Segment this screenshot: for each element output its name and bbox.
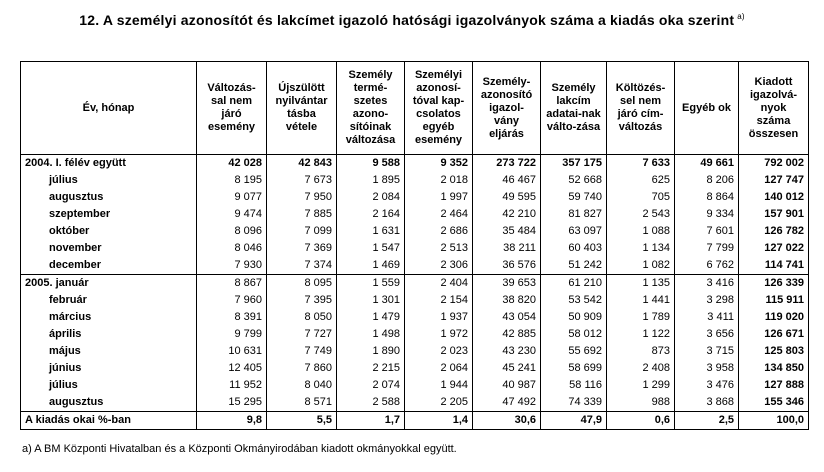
table-cell: 7 369 [267, 240, 337, 257]
table-cell: 39 653 [473, 275, 541, 293]
table-cell: 7 727 [267, 326, 337, 343]
table-cell: 58 699 [541, 360, 607, 377]
table-cell: 114 741 [739, 257, 809, 275]
table-row [21, 189, 809, 206]
row-label: február [21, 292, 197, 309]
table-cell: 2 408 [607, 360, 675, 377]
table-row [21, 343, 809, 360]
table-cell: 1,7 [337, 412, 405, 430]
table-cell: 9 077 [197, 189, 267, 206]
table-cell: 3 958 [675, 360, 739, 377]
table-cell: 35 484 [473, 223, 541, 240]
row-label: augusztus [21, 189, 197, 206]
table-row [21, 275, 809, 293]
table-cell: 58 012 [541, 326, 607, 343]
table-cell: 126 671 [739, 326, 809, 343]
table-cell: 792 002 [739, 155, 809, 173]
table-cell: 47 492 [473, 394, 541, 412]
table-cell: 2 404 [405, 275, 473, 293]
table-cell: 49 595 [473, 189, 541, 206]
table-cell: 3 411 [675, 309, 739, 326]
table-row [21, 412, 809, 430]
table-cell: 50 909 [541, 309, 607, 326]
table-cell: 1 789 [607, 309, 675, 326]
table-cell: 8 867 [197, 275, 267, 293]
table-cell: 63 097 [541, 223, 607, 240]
table-cell: 1 122 [607, 326, 675, 343]
table-cell: 2 588 [337, 394, 405, 412]
table-cell: 8 206 [675, 172, 739, 189]
table-cell: 3 656 [675, 326, 739, 343]
table-cell: 873 [607, 343, 675, 360]
table-cell: 43 054 [473, 309, 541, 326]
table-cell: 8 040 [267, 377, 337, 394]
column-header: Személy termé-szetes azono-sítóinak változása [337, 62, 405, 155]
table-cell: 7 930 [197, 257, 267, 275]
table-cell: 2 215 [337, 360, 405, 377]
row-label: április [21, 326, 197, 343]
table-row [21, 326, 809, 343]
table-cell: 0,6 [607, 412, 675, 430]
table-cell: 49 661 [675, 155, 739, 173]
table-cell: 134 850 [739, 360, 809, 377]
table-cell: 8 391 [197, 309, 267, 326]
table-cell: 2 686 [405, 223, 473, 240]
row-label: július [21, 172, 197, 189]
table-cell: 1 547 [337, 240, 405, 257]
table-cell: 12 405 [197, 360, 267, 377]
row-label: 2004. I. félév együtt [21, 155, 197, 173]
table-row [21, 292, 809, 309]
table-cell: 705 [607, 189, 675, 206]
table-cell: 11 952 [197, 377, 267, 394]
table-cell: 36 576 [473, 257, 541, 275]
table-cell: 1 134 [607, 240, 675, 257]
table-cell: 1 299 [607, 377, 675, 394]
table-cell: 7 395 [267, 292, 337, 309]
table-cell: 119 020 [739, 309, 809, 326]
row-label: október [21, 223, 197, 240]
table-cell: 125 803 [739, 343, 809, 360]
column-header: Újszülött nyilvántar tásba vétele [267, 62, 337, 155]
table-cell: 9 474 [197, 206, 267, 223]
table-cell: 7 860 [267, 360, 337, 377]
column-header: Személy-azonosító igazol-vány eljárás [473, 62, 541, 155]
table-cell: 45 241 [473, 360, 541, 377]
table-cell: 42 028 [197, 155, 267, 173]
table-cell: 42 885 [473, 326, 541, 343]
table-cell: 1 135 [607, 275, 675, 293]
table-cell: 1 944 [405, 377, 473, 394]
title-footnote-mark: a) [737, 12, 745, 22]
footnote: a) A BM Központi Hivatalban és a Központi Okmányirodában kiadott okmányokkal együtt. [22, 443, 457, 455]
table-cell: 43 230 [473, 343, 541, 360]
table-cell: 2 164 [337, 206, 405, 223]
table-cell: 7 633 [607, 155, 675, 173]
row-label: 2005. január [21, 275, 197, 293]
table-cell: 2 543 [607, 206, 675, 223]
table-cell: 38 211 [473, 240, 541, 257]
table-cell: 8 195 [197, 172, 267, 189]
table-cell: 2 306 [405, 257, 473, 275]
table-cell: 127 888 [739, 377, 809, 394]
table-cell: 15 295 [197, 394, 267, 412]
table-cell: 2 023 [405, 343, 473, 360]
table-cell: 3 715 [675, 343, 739, 360]
table-cell: 155 346 [739, 394, 809, 412]
table-cell: 126 782 [739, 223, 809, 240]
table-cell: 42 843 [267, 155, 337, 173]
table-cell: 2 074 [337, 377, 405, 394]
table-row [21, 394, 809, 412]
column-header: Változás-sal nem járó esemény [197, 62, 267, 155]
data-table [20, 61, 809, 430]
column-header: Személyi azonosí-tóval kap-csolatos egyéb esemény [405, 62, 473, 155]
column-header: Kiadott igazolvá-nyok száma összesen [739, 62, 809, 155]
table-cell: 9 352 [405, 155, 473, 173]
table-cell: 6 762 [675, 257, 739, 275]
table-cell: 5,5 [267, 412, 337, 430]
table-cell: 61 210 [541, 275, 607, 293]
table-cell: 1 997 [405, 189, 473, 206]
table-cell: 1 890 [337, 343, 405, 360]
column-header: Költözés-sel nem járó cím-változás [607, 62, 675, 155]
table-cell: 2 464 [405, 206, 473, 223]
table-cell: 625 [607, 172, 675, 189]
table-cell: 100,0 [739, 412, 809, 430]
table-cell: 157 901 [739, 206, 809, 223]
table-cell: 127 022 [739, 240, 809, 257]
table-cell: 1 559 [337, 275, 405, 293]
row-label: március [21, 309, 197, 326]
table-cell: 74 339 [541, 394, 607, 412]
table-cell: 2 205 [405, 394, 473, 412]
table-cell: 1 895 [337, 172, 405, 189]
table-cell: 1 301 [337, 292, 405, 309]
table-cell: 2 084 [337, 189, 405, 206]
row-label: június [21, 360, 197, 377]
table-cell: 988 [607, 394, 675, 412]
table-cell: 1 441 [607, 292, 675, 309]
table-cell: 140 012 [739, 189, 809, 206]
column-header: Év, hónap [21, 62, 197, 155]
table-cell: 1 972 [405, 326, 473, 343]
table-cell: 7 950 [267, 189, 337, 206]
table-cell: 58 116 [541, 377, 607, 394]
table-cell: 7 673 [267, 172, 337, 189]
table-cell: 30,6 [473, 412, 541, 430]
table-cell: 10 631 [197, 343, 267, 360]
table-cell: 1,4 [405, 412, 473, 430]
table-row [21, 206, 809, 223]
table-cell: 8 095 [267, 275, 337, 293]
table-row [21, 309, 809, 326]
table-row [21, 377, 809, 394]
title-text: 12. A személyi azonosítót és lakcímet igazoló hatósági igazolványok száma a kiadás oka szerint [79, 12, 735, 28]
table-cell: 81 827 [541, 206, 607, 223]
row-label: december [21, 257, 197, 275]
table-cell: 40 987 [473, 377, 541, 394]
table-cell: 2,5 [675, 412, 739, 430]
row-label: szeptember [21, 206, 197, 223]
table-cell: 7 960 [197, 292, 267, 309]
table-cell: 8 046 [197, 240, 267, 257]
table-cell: 7 799 [675, 240, 739, 257]
column-header: Egyéb ok [675, 62, 739, 155]
table-cell: 1 498 [337, 326, 405, 343]
table-row [21, 257, 809, 275]
table-cell: 60 403 [541, 240, 607, 257]
table-cell: 3 476 [675, 377, 739, 394]
table-cell: 7 885 [267, 206, 337, 223]
table-cell: 7 099 [267, 223, 337, 240]
table-cell: 8 096 [197, 223, 267, 240]
header-row [21, 62, 809, 155]
table-cell: 9 334 [675, 206, 739, 223]
table-row [21, 240, 809, 257]
table-cell: 55 692 [541, 343, 607, 360]
table-title [0, 12, 824, 28]
row-label: május [21, 343, 197, 360]
row-label: augusztus [21, 394, 197, 412]
table-cell: 1 937 [405, 309, 473, 326]
table-cell: 3 416 [675, 275, 739, 293]
table-cell: 1 088 [607, 223, 675, 240]
table-cell: 9 588 [337, 155, 405, 173]
table-cell: 59 740 [541, 189, 607, 206]
table-cell: 1 082 [607, 257, 675, 275]
table-cell: 8 050 [267, 309, 337, 326]
table-cell: 357 175 [541, 155, 607, 173]
table-row [21, 155, 809, 173]
table-cell: 1 631 [337, 223, 405, 240]
table-cell: 9,8 [197, 412, 267, 430]
table-cell: 42 210 [473, 206, 541, 223]
table-cell: 2 154 [405, 292, 473, 309]
table-body [21, 155, 809, 430]
row-label: A kiadás okai %-ban [21, 412, 197, 430]
table-cell: 1 479 [337, 309, 405, 326]
table-cell: 52 668 [541, 172, 607, 189]
table-cell: 3 868 [675, 394, 739, 412]
table-cell: 8 864 [675, 189, 739, 206]
table-cell: 127 747 [739, 172, 809, 189]
table-cell: 3 298 [675, 292, 739, 309]
row-label: július [21, 377, 197, 394]
table-cell: 2 018 [405, 172, 473, 189]
table-cell: 2 064 [405, 360, 473, 377]
table-cell: 1 469 [337, 257, 405, 275]
table-cell: 115 911 [739, 292, 809, 309]
table-cell: 9 799 [197, 326, 267, 343]
table-cell: 7 374 [267, 257, 337, 275]
table-row [21, 223, 809, 240]
table-cell: 51 242 [541, 257, 607, 275]
table-cell: 47,9 [541, 412, 607, 430]
table-cell: 126 339 [739, 275, 809, 293]
table-cell: 8 571 [267, 394, 337, 412]
column-header: Személy lakcím adatai-nak válto-zása [541, 62, 607, 155]
table-cell: 38 820 [473, 292, 541, 309]
row-label: november [21, 240, 197, 257]
table-row [21, 172, 809, 189]
table-cell: 46 467 [473, 172, 541, 189]
table-cell: 273 722 [473, 155, 541, 173]
table-cell: 7 749 [267, 343, 337, 360]
table-row [21, 360, 809, 377]
table-cell: 53 542 [541, 292, 607, 309]
table-cell: 2 513 [405, 240, 473, 257]
table-cell: 7 601 [675, 223, 739, 240]
